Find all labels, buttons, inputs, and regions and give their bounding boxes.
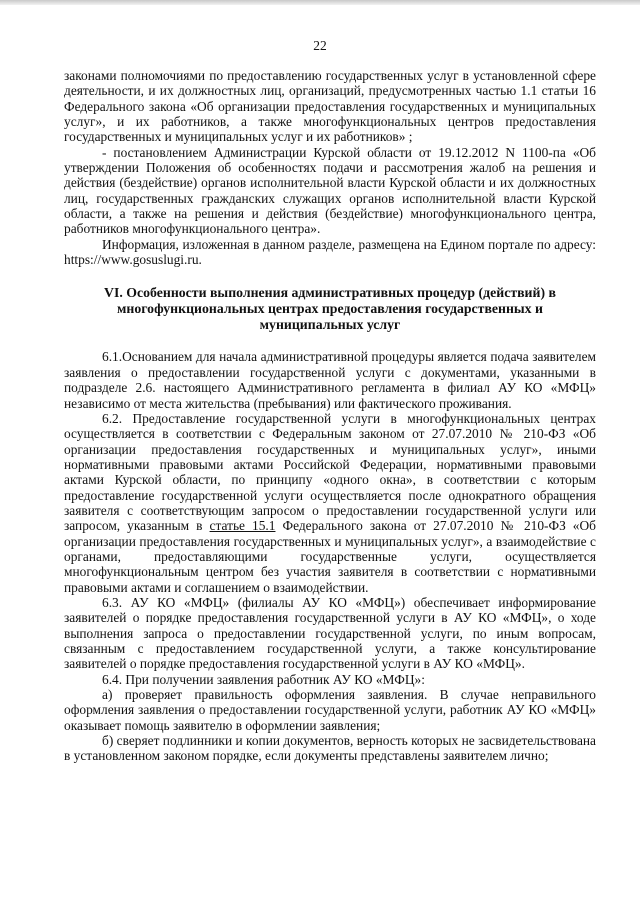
paragraph-6-1: 6.1.Основанием для начала административной процедуры является подача заявителем заявления о предоставлении государственной услуги с документами, указанными в подразделе 2.6. настоящего Административного регламента в филиал АУ КО «МФЦ» независимо от места жительства (пребывания) или фактического проживания. [64,349,596,411]
paragraph-6-3: 6.3. АУ КО «МФЦ» (филиалы АУ КО «МФЦ») обеспечивает информирование заявителей о порядке предоставления государственной услуги в АУ КО «МФЦ», о ходе выполнения запроса о предоставлении государственной услуги, по иным вопросам, связанным с предоставлением государственной услуги, а также консультирование заявителей о порядке предоставления государственной услуги в АУ КО «МФЦ». [64,594,596,672]
section-heading: VI. Особенности выполнения административных процедур (действий) в многофункциональных центрах предоставления государственных и муниципальных услуг [104,285,556,333]
paragraph-6-4-b: б) сверяет подлинники и копии документов, верность которых не засвидетельствована в установленном законом порядке, если документы представлены заявителем лично; [64,733,596,764]
paragraph-6-4-a: а) проверяет правильность оформления заявления. В случае неправильного оформления заявления о предоставлении государственной услуги, работник АУ КО «МФЦ» оказывает помощь заявителю в оформлении заявления; [64,687,596,733]
paragraph-6-2 [64,411,596,595]
page-number: 22 [313,38,327,53]
paragraph-6-2-start: 6.2. Предоставление государственной услуги в многофункциональных центрах осуществляется в соответствии с Федеральным законом от 27.07.2010 № 210-ФЗ «Об организации предоставления государственных и муниципальных услуг», иными нормативными правовыми актами Российской Федерации, нормативными правовыми актами Курской области, по принципу «одного окна», в соответствии с которым предоставление государственной услуги осуществляется после однократного обращения заявителя с соответствующим запросом о предоставлении государственной услуги или запросом, указанным в [64,410,596,534]
paragraph-continuation: законами полномочиями по предоставлению государственных услуг в установленной сфере деятельности, и их должностных лиц, организаций, предусмотренных частью 1.1 статьи 16 Федерального закона «Об организации предоставления государственных и муниципальных услуг», и их работников, а также многофункциональных центров предоставления государственных и муниципальных услуг и их работников» ; [64,68,596,145]
paragraph-6-4: 6.4. При получении заявления работник АУ КО «МФЦ»: [102,671,425,687]
paragraph-portal-info: Информация, изложенная в данном разделе, размещена на Едином портале по адресу: https://www.gosuslugi.ru. [64,236,596,268]
law-article-link[interactable]: статье 15.1 [209,518,276,534]
paragraph-6-2-end: Федерального закона от 27.07.2010 № 210-ФЗ «Об организации предоставления государственных и муниципальных услуг», а взаимодействие с органами, предоставляющими государственные услуги, осуществляется многофункциональным центром без участия заявителя в соответствии с нормативными правовыми актами и соглашением о взаимодействии. [64,518,596,595]
paragraph-resolution: - постановлением Администрации Курской области от 19.12.2012 N 1100-па «Об утверждении Положения об особенностях подачи и рассмотрения жалоб на решения и действия (бездействие) органов исполнительной власти Курской области и их должностных лиц, государственных гражданских служащих органов исполнительной власти Курской области, а также на решения и действия (бездействие) многофункционального центра, работников многофункционального центра». [64,144,596,237]
scan-edge [0,0,640,5]
document-body [64,68,596,764]
